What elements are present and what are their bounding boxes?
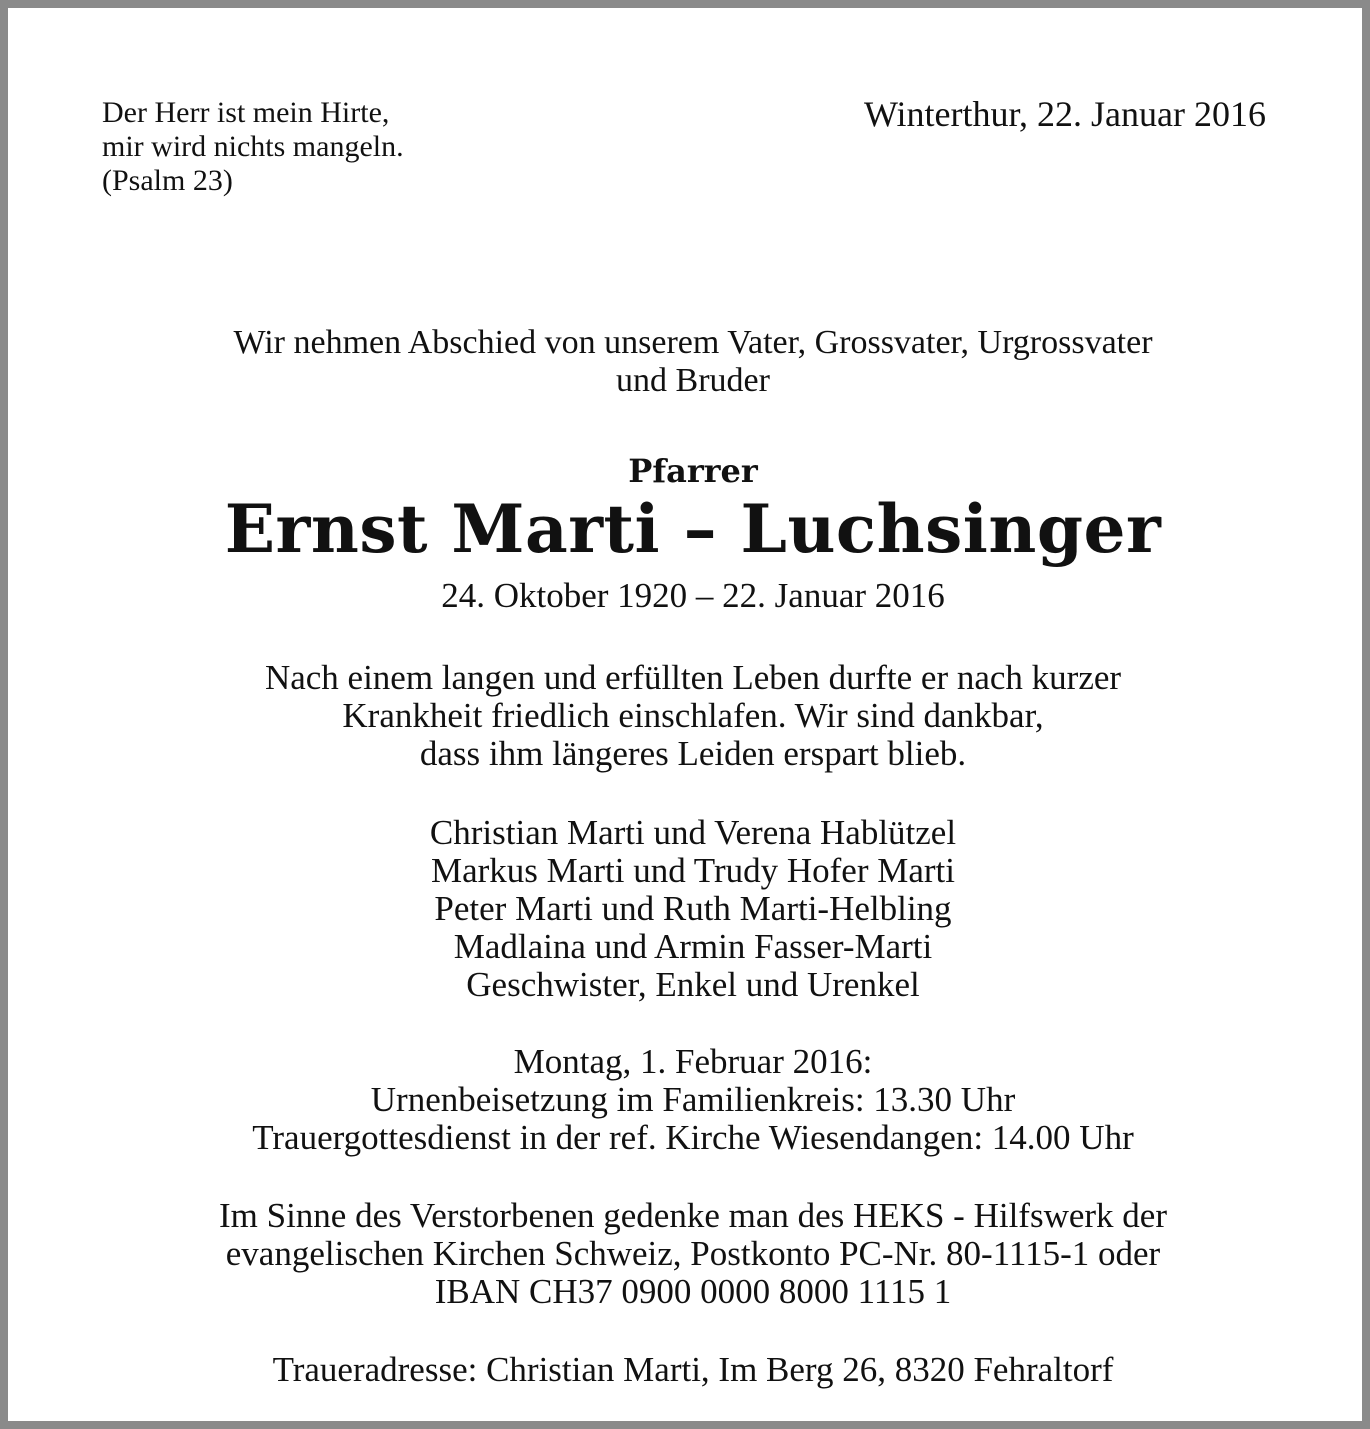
mourning-address: Traueradresse: Christian Marti, Im Berg 26, 8320 Fehraltorf bbox=[272, 1350, 1114, 1389]
place-and-date: Winterthur, 22. Januar 2016 bbox=[863, 94, 1266, 134]
deceased-title: Pfarrer bbox=[628, 452, 758, 490]
memorial-message: Nach einem langen und erfüllten Leben durfte er nach kurzer Krankheit friedlich einschlafen. Wir sind dankbar, dass ihm längeres Leiden erspart blieb. bbox=[264, 658, 1122, 773]
deceased-name: Ernst Marti – Luchsinger bbox=[224, 490, 1162, 568]
life-dates: 24. Oktober 1920 – 22. Januar 2016 bbox=[441, 576, 945, 615]
farewell-intro: Wir nehmen Abschied von unserem Vater, Grossvater, Urgrossvater und Bruder bbox=[233, 324, 1153, 399]
ceremony-details: Montag, 1. Februar 2016: Urnenbeisetzung im Familienkreis: 13.30 Uhr Trauergottesdienst in der ref. Kirche Wiesendangen: 14.00 Uhr bbox=[252, 1042, 1134, 1157]
mourners-list: Christian Marti und Verena Hablützel Markus Marti und Trudy Hofer Marti Peter Marti und Ruth Marti-Helbling Madlaina und Armin Fasser-Marti Geschwister, Enkel und Urenkel bbox=[429, 813, 957, 1004]
psalm-quote: Der Herr ist mein Hirte, mir wird nichts mangeln. (Psalm 23) bbox=[102, 96, 404, 197]
donation-info: Im Sinne des Verstorbenen gedenke man des HEKS - Hilfswerk der evangelischen Kirchen Schweiz, Postkonto PC-Nr. 80-1115-1 oder IBAN CH37 0900 0000 8000 1115 1 bbox=[218, 1196, 1167, 1311]
